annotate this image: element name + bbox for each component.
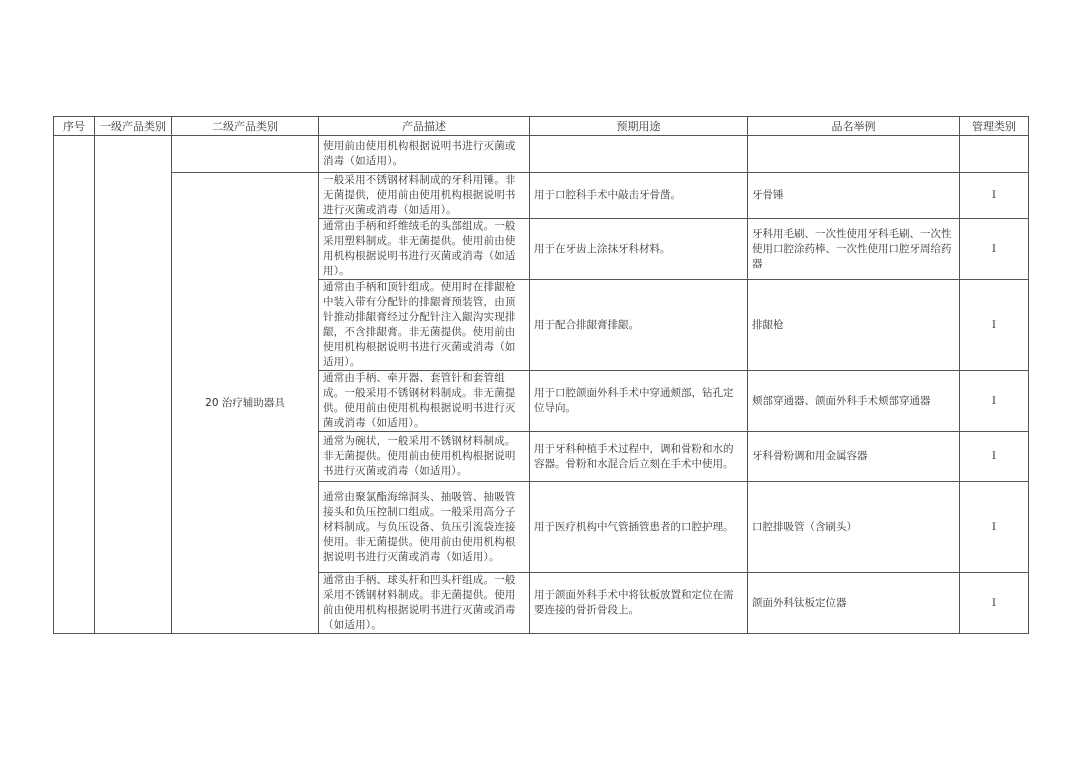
examples-cell: 颌面外科钛板定位器 <box>748 573 960 634</box>
desc-cell: 通常为碗状，一般采用不锈钢材料制成。非无菌提供。使用前由使用机构根据说明书进行灭菌或消毒（如适用）。 <box>319 432 530 482</box>
cls-cell: I <box>960 482 1029 573</box>
table-row <box>54 136 1029 173</box>
cls-cell: I <box>960 280 1029 371</box>
cls-cell: I <box>960 219 1029 280</box>
cls-cell: I <box>960 573 1029 634</box>
use-cell: 用于在牙齿上涂抹牙科材料。 <box>530 219 748 280</box>
examples-cell: 牙科用毛刷、一次性使用牙科毛刷、一次性使用口腔涂药棒、一次性使用口腔牙周给药器 <box>748 219 960 280</box>
desc-cell: 通常由手柄、牵开器、套管针和套管组成。一般采用不锈钢材料制成。非无菌提供。使用前由使用机构根据说明书进行灭菌或消毒（如适用）。 <box>319 371 530 432</box>
use-cell: 用于医疗机构中气管插管患者的口腔护理。 <box>530 482 748 573</box>
seq-cell <box>54 136 95 634</box>
sub-category-cell: 20 治疗辅助器具 <box>172 173 319 634</box>
header-examples: 品名举例 <box>748 117 960 136</box>
header-use: 预期用途 <box>530 117 748 136</box>
use-cell: 用于口腔科手术中敲击牙骨凿。 <box>530 173 748 219</box>
examples-cell: 牙科骨粉调和用金属容器 <box>748 432 960 482</box>
use-cell: 用于口腔颌面外科手术中穿通颊部，钻孔定位导向。 <box>530 371 748 432</box>
header-cls: 管理类别 <box>960 117 1029 136</box>
cls-cell: I <box>960 173 1029 219</box>
cls-cell <box>960 136 1029 173</box>
use-cell: 用于颌面外科手术中将钛板放置和定位在需要连接的骨折骨段上。 <box>530 573 748 634</box>
use-cell: 用于牙科种植手术过程中，调和骨粉和水的容器。骨粉和水混合后立刻在手术中使用。 <box>530 432 748 482</box>
cls-cell: I <box>960 432 1029 482</box>
header-row <box>54 117 1029 136</box>
examples-cell <box>748 136 960 173</box>
table-row <box>54 173 1029 219</box>
header-seq: 序号 <box>54 117 95 136</box>
header-desc: 产品描述 <box>319 117 530 136</box>
desc-cell: 通常由手柄和纤维绒毛的头部组成。一般采用塑料制成。非无菌提供。使用前由使用机构根据说明书进行灭菌或消毒（如适用）。 <box>319 219 530 280</box>
desc-cell: 通常由手柄和顶针组成。使用时在排龈枪中装入带有分配针的排龈膏预装管，由顶针推动排龈膏经过分配针注入龈沟实现排龈，不含排龈膏。非无菌提供。使用前由使用机构根据说明书进行灭菌或消毒（如适用）。 <box>319 280 530 371</box>
desc-cell: 通常由聚氯酯海绵洞头、抽吸管、抽吸管接头和负压控制口组成。一般采用高分子材料制成。与负压设备、负压引流袋连接使用。非无菌提供。使用前由使用机构根据说明书进行灭菌或消毒（如适用）。 <box>319 482 530 573</box>
examples-cell: 颊部穿通器、颌面外科手术颊部穿通器 <box>748 371 960 432</box>
device-classification-table <box>53 116 1029 634</box>
desc-cell: 一般采用不锈钢材料制成的牙科用锤。非无菌提供，使用前由使用机构根据说明书进行灭菌或消毒（如适用）。 <box>319 173 530 219</box>
use-cell <box>530 136 748 173</box>
examples-cell: 口腔排吸管（含刷头） <box>748 482 960 573</box>
cat2-cell <box>172 136 319 173</box>
examples-cell: 排龈枪 <box>748 280 960 371</box>
desc-cell: 通常由手柄、球头杆和凹头杆组成。一般采用不锈钢材料制成。非无菌提供。使用前由使用机构根据说明书进行灭菌或消毒（如适用）。 <box>319 573 530 634</box>
header-cat1: 一级产品类别 <box>95 117 172 136</box>
cls-cell: I <box>960 371 1029 432</box>
desc-cell: 使用前由使用机构根据说明书进行灭菌或消毒（如适用）。 <box>319 136 530 173</box>
cat1-cell <box>95 136 172 634</box>
header-cat2: 二级产品类别 <box>172 117 319 136</box>
use-cell: 用于配合排龈膏排龈。 <box>530 280 748 371</box>
examples-cell: 牙骨锤 <box>748 173 960 219</box>
